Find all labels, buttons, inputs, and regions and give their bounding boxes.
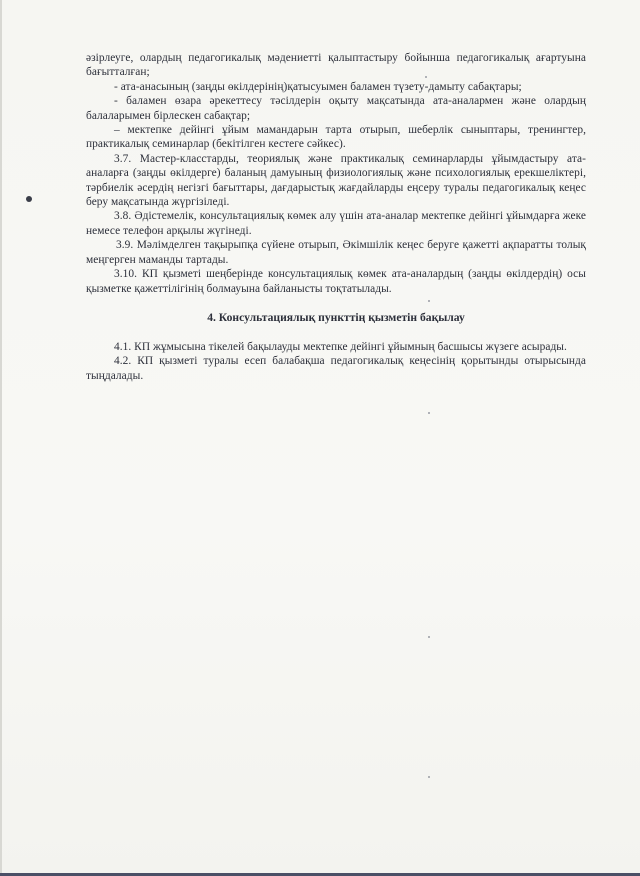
paragraph-3-8: 3.8. Әдістемелік, консультациялық көмек алу үшін ата-аналар мектепке дейінгі ұйымдарға жеке немесе телефон арқылы жүгінеді. <box>86 210 586 237</box>
section-4-body <box>86 340 586 383</box>
scan-speck <box>428 776 430 778</box>
page-left-edge <box>0 0 2 876</box>
paragraph-4-2: 4.2. КП қызметі туралы есеп балабақша педагогикалық кеңесінің қорытынды отырысында тыңдалады. <box>86 355 586 382</box>
bullet-master-classes: – мектепке дейінгі ұйым мамандарын тарта отырып, шеберлік сыныптары, тренингтер, практикалық семинарлар (бекітілген кестеге сәйкес). <box>86 124 586 151</box>
bullet-parent-child-lessons: - ата-анасының (заңды өкілдерінің)қатысуымен баламен түзету-дамыту сабақтары; <box>114 80 522 93</box>
binder-punch-hole <box>26 196 32 202</box>
paragraph-3-7: 3.7. Мастер-класстарды, теориялық және практикалық семинарларды ұйымдастыру ата-аналарға (заңды өкілдерге) баланың дамуының физиологиялық және психологиялық ерекшеліктері, тәрбиелік әсердің негізгі бағыттары, дағдарыстық жағдайларды еңсеру туралы педагогикалық кеңес беру мақсатында жүргізіледі. <box>86 152 586 209</box>
paragraph-intro: әзірлеуге, олардың педагогикалық мәдениетті қалыптастыру бойынша педагогикалық ағартуына бағытталған; <box>86 52 586 79</box>
paragraph-4-1: 4.1. КП жұмысына тікелей бақылауды мектепке дейінгі ұйымның басшысы жүзеге асырады. <box>114 341 567 353</box>
section-4-heading: 4. Консультациялық пункттің қызметін бақылау <box>207 311 465 324</box>
section-3-continuation <box>86 51 586 296</box>
scan-speck <box>428 300 430 302</box>
paragraph-3-9: 3.9. Мәлімделген тақырыпқа сүйене отырып, Әкімшілік кеңес беруге қажетті ақпаратты толық меңгерген маманды тартады. <box>86 239 586 266</box>
scan-speck <box>428 636 430 638</box>
paragraph-3-10: 3.10. КП қызметі шеңберінде консультациялық көмек ата-аналардың (заңды өкілдердің) осы қызметке қажеттілігінің болмауына байланысты тоқтатылады. <box>86 268 586 295</box>
bullet-joint-lessons: - баламен өзара әрекеттесу тәсілдерін оқыту мақсатында ата-аналармен және олардың балаларымен бірлескен сабақтар; <box>86 95 586 122</box>
scan-speck <box>428 412 430 414</box>
